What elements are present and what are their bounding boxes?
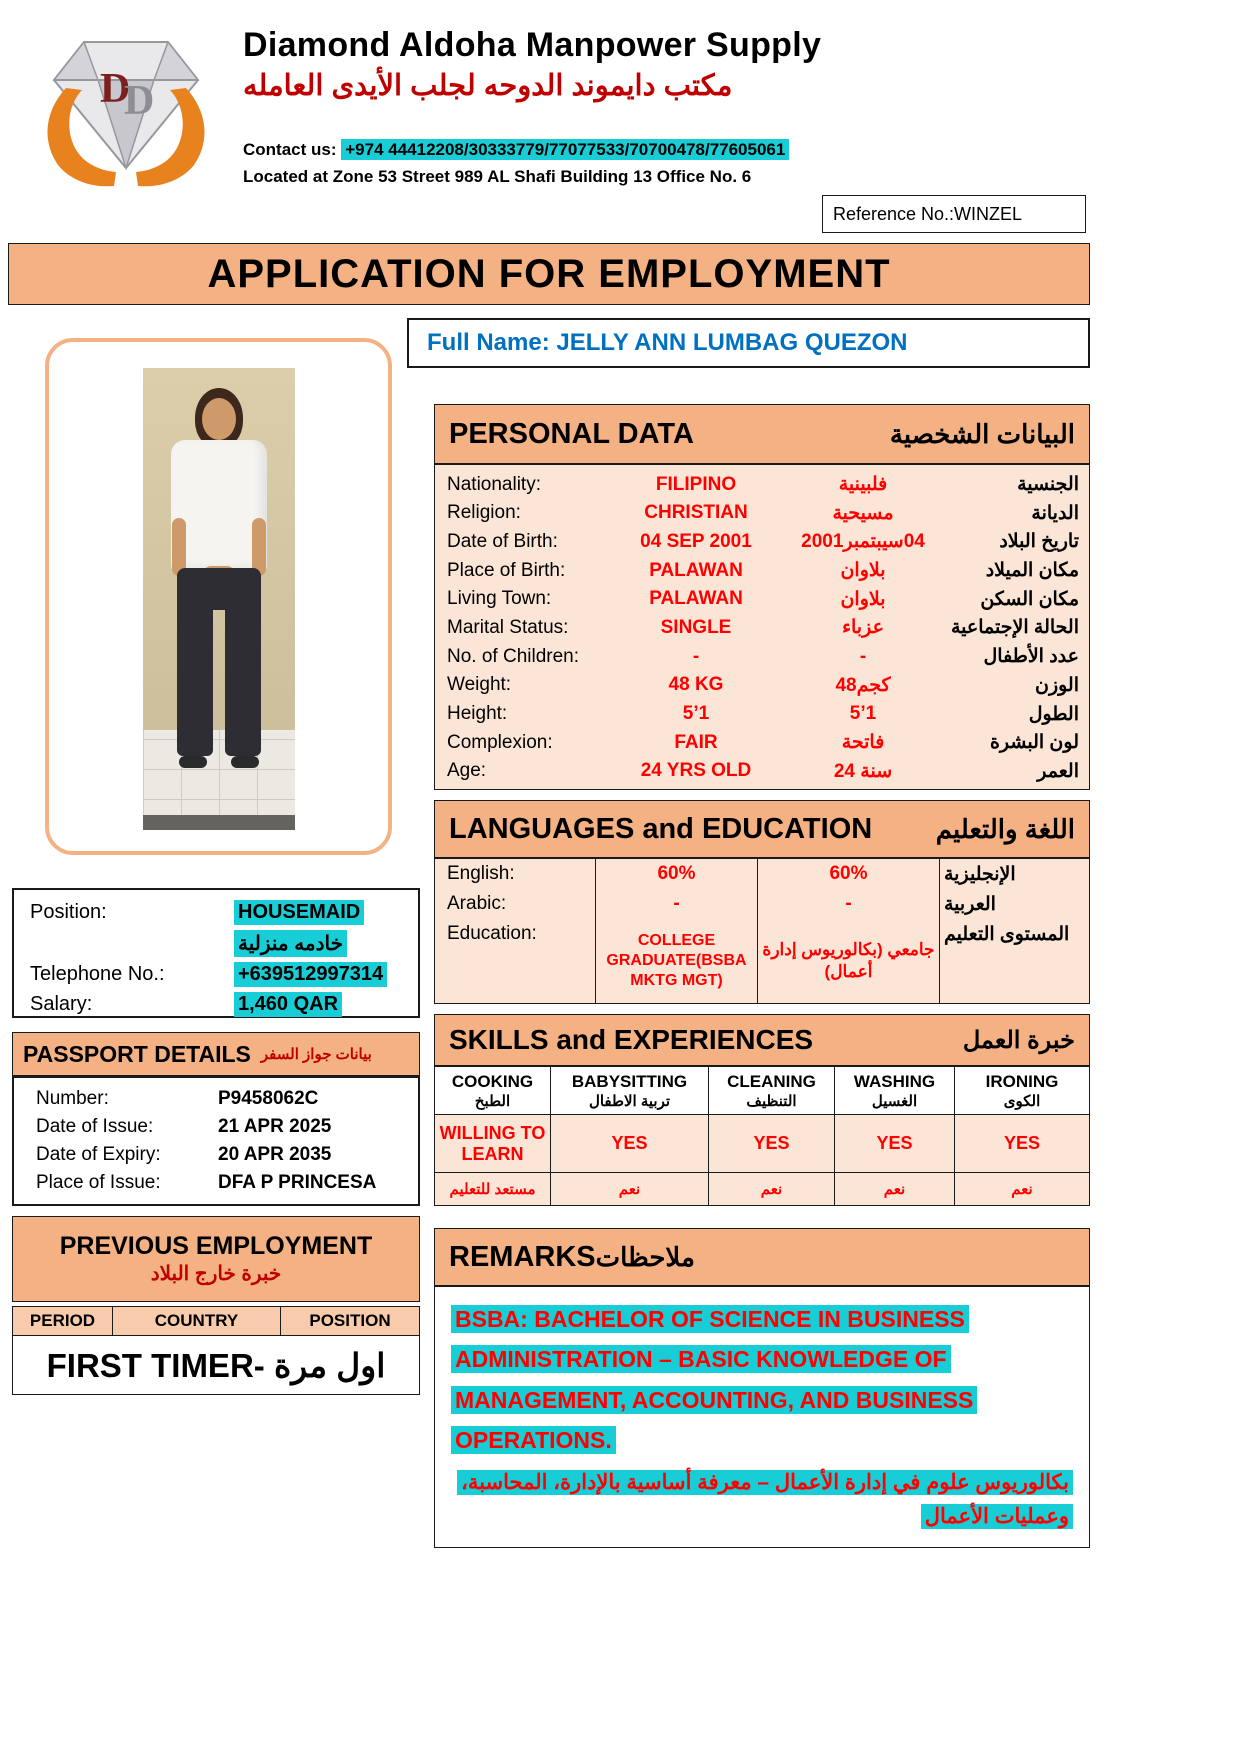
skill-column-header xyxy=(551,1067,709,1115)
remarks-title-arabic: ملاحظات xyxy=(595,1241,695,1272)
passport-details-header xyxy=(12,1032,420,1076)
field-label: Education: xyxy=(447,923,537,944)
telephone-label: Telephone No.: xyxy=(30,963,165,985)
field-value-arabic: - xyxy=(757,889,939,919)
table-row xyxy=(36,1172,418,1194)
skill-value-arabic: نعم xyxy=(835,1173,955,1205)
skill-name-arabic: الغسيل xyxy=(871,1093,918,1110)
column-header-period: PERIOD xyxy=(13,1307,113,1335)
field-label: Marital Status: xyxy=(447,616,569,638)
field-label-arabic: الجنسية xyxy=(1017,474,1079,495)
skill-value: WILLING TO LEARN xyxy=(435,1115,551,1173)
field-value: SINGLE xyxy=(660,616,732,638)
salary-value: 1,460 QAR xyxy=(234,992,342,1017)
salary-row xyxy=(30,992,418,1017)
table-row xyxy=(447,502,1079,525)
skill-name-arabic: الكوى xyxy=(1003,1093,1041,1110)
personal-data-title: PERSONAL DATA xyxy=(449,417,694,450)
table-row xyxy=(447,703,1079,726)
languages-education-header xyxy=(434,800,1090,858)
remarks-text-arabic xyxy=(451,1466,1073,1533)
field-label: Weight: xyxy=(447,674,512,696)
skills-title: SKILLS and EXPERIENCES xyxy=(449,1024,814,1055)
field-label: Date of Birth: xyxy=(447,530,558,552)
photo-person-face xyxy=(202,398,236,440)
field-value: FILIPINO xyxy=(655,473,737,495)
skill-value: YES xyxy=(551,1115,709,1173)
languages-education-table xyxy=(434,858,1090,1004)
applicant-photo-frame xyxy=(45,338,392,855)
field-value-arabic: مسيحية xyxy=(832,502,894,524)
field-label: Living Town: xyxy=(447,588,552,610)
table-row xyxy=(36,1144,418,1166)
company-logo xyxy=(36,26,216,190)
previous-employment-header xyxy=(12,1216,420,1302)
field-value-arabic: فاتحة xyxy=(841,732,885,754)
skill-name-arabic: الطبخ xyxy=(474,1093,511,1110)
table-row xyxy=(447,645,1079,668)
photo-person-leg-left xyxy=(177,598,213,756)
field-label: Number: xyxy=(36,1088,109,1109)
contact-label: Contact us: xyxy=(243,140,337,159)
field-value: DFA P PRINCESA xyxy=(218,1172,377,1193)
full-name-bar xyxy=(407,318,1090,368)
position-label: Position: xyxy=(30,901,107,923)
field-label: Place of Birth: xyxy=(447,559,566,581)
skill-name: WASHING xyxy=(853,1072,936,1091)
field-value-arabic: 48كجم xyxy=(835,674,891,696)
field-value: COLLEGE GRADUATE(BSBA MKTG MGT) xyxy=(595,919,757,1003)
field-value-arabic: - xyxy=(859,645,867,667)
skill-value-arabic: نعم xyxy=(709,1173,835,1205)
skill-name: CLEANING xyxy=(727,1072,816,1091)
contact-numbers: +974 44412208/30333779/77077533/70700478/77605061 xyxy=(341,139,789,160)
address-line: Located at Zone 53 Street 989 AL Shafi Building 13 Office No. 6 xyxy=(243,167,752,186)
field-value: 60% xyxy=(595,859,757,889)
table-row xyxy=(447,616,1079,639)
field-value: P9458062C xyxy=(218,1088,319,1109)
remarks-highlight-en: BSBA: BACHELOR OF SCIENCE IN BUSINESS ADMINISTRATION – BASIC KNOWLEDGE OF MANAGEMENT, ACCOUNTING, AND BUSINESS OPERATIONS. xyxy=(451,1305,977,1454)
field-label-arabic: الحالة الإجتماعية xyxy=(951,617,1079,639)
skill-value-arabic: مستعد للتعليم xyxy=(435,1173,551,1205)
photo-person-foot-left xyxy=(179,756,207,768)
field-value: - xyxy=(692,645,700,667)
field-value-arabic: بلاوان xyxy=(840,560,886,582)
application-title-banner xyxy=(8,243,1090,305)
application-title: APPLICATION FOR EMPLOYMENT xyxy=(207,251,891,296)
field-label-arabic: العمر xyxy=(1037,760,1079,782)
remarks-highlight-ar: بكالوريوس علوم في إدارة الأعمال – معرفة أساسية بالإدارة، المحاسبة، وعمليات الأعمال xyxy=(457,1470,1073,1529)
skill-column-header xyxy=(709,1067,835,1115)
telephone-row xyxy=(30,962,418,987)
skill-value: YES xyxy=(835,1115,955,1173)
skill-value-arabic: نعم xyxy=(1011,1181,1033,1198)
position-arabic-row xyxy=(30,930,418,957)
table-row xyxy=(447,530,1079,553)
field-label: Place of Issue: xyxy=(36,1172,161,1193)
logo-letter-d: D xyxy=(100,66,131,112)
table-row xyxy=(447,731,1079,754)
skill-column-header xyxy=(955,1067,1089,1115)
field-label: Religion: xyxy=(447,502,521,524)
personal-data-header xyxy=(434,404,1090,464)
field-label-arabic: المستوى التعليم xyxy=(939,919,1089,1003)
table-row xyxy=(447,760,1079,783)
field-value-arabic: فلبينية xyxy=(838,474,888,495)
field-value: 48 KG xyxy=(668,674,724,696)
skill-name: IRONING xyxy=(985,1072,1059,1091)
logo-letter-d-shadow: D xyxy=(124,78,155,124)
previous-employment-title-arabic: خبرة خارج البلاد xyxy=(150,1263,282,1285)
skill-name-arabic: التنظيف xyxy=(746,1093,797,1110)
languages-education-title-arabic: اللغة والتعليم xyxy=(935,813,1075,844)
table-row xyxy=(447,559,1079,582)
field-value-arabic: 24 سنة xyxy=(833,760,893,782)
salary-label: Salary: xyxy=(30,993,93,1015)
diamond-hands-logo-icon xyxy=(36,26,216,190)
field-label-arabic: الطول xyxy=(1028,703,1079,725)
field-value: 21 APR 2025 xyxy=(218,1116,332,1137)
field-label: Date of Issue: xyxy=(36,1116,154,1137)
table-row xyxy=(447,473,1079,496)
field-label: No. of Children: xyxy=(447,645,580,667)
field-label-arabic: لون البشرة xyxy=(989,732,1079,754)
field-value: CHRISTIAN xyxy=(644,502,748,524)
field-label: Arabic: xyxy=(447,893,507,914)
skill-column-header xyxy=(435,1067,551,1115)
passport-details-box xyxy=(12,1076,420,1206)
field-label-arabic: الوزن xyxy=(1034,674,1079,696)
skills-header xyxy=(434,1014,1090,1066)
field-label: Height: xyxy=(447,703,508,724)
first-timer-text: FIRST TIMER- اول مرة xyxy=(46,1346,386,1384)
photo-person-leg-right xyxy=(225,598,261,756)
field-value: - xyxy=(595,889,757,919)
field-value: FAIR xyxy=(674,731,718,753)
languages-education-title: LANGUAGES and EDUCATION xyxy=(449,812,873,845)
field-value-arabic: جامعي (بكالوريوس إدارة أعمال) xyxy=(757,919,939,1003)
field-label-arabic: مكان الميلاد xyxy=(985,560,1079,582)
field-label-arabic: العربية xyxy=(939,889,1089,919)
remarks-title: REMARKS xyxy=(449,1240,596,1273)
photo-floor-mat xyxy=(143,815,295,830)
field-value-arabic: عزباء xyxy=(842,617,884,639)
skill-name: BABYSITTING xyxy=(571,1072,688,1091)
field-value: 04 SEP 2001 xyxy=(640,530,752,552)
table-row xyxy=(36,1116,418,1138)
skill-value: YES xyxy=(955,1115,1089,1173)
remarks-box xyxy=(434,1286,1090,1548)
field-value: PALAWAN xyxy=(649,588,743,610)
company-name-arabic: مكتب دايموند الدوحه لجلب الأيدى العامله xyxy=(243,70,733,102)
field-label-arabic: عدد الأطفال xyxy=(983,646,1079,668)
field-label-arabic: مكان السكن xyxy=(980,588,1079,610)
column-header-country: COUNTRY xyxy=(113,1307,281,1335)
passport-details-title-arabic: بيانات جواز السفر xyxy=(260,1046,372,1063)
field-value: 20 APR 2035 xyxy=(218,1144,332,1165)
column-header-position: POSITION xyxy=(309,1311,391,1330)
skill-column-header xyxy=(835,1067,955,1115)
table-row xyxy=(447,674,1079,697)
field-value: 24 YRS OLD xyxy=(640,760,752,782)
field-label-arabic: تاريخ البلاد xyxy=(999,531,1079,553)
field-value-arabic: 04سيبتمبر2001 xyxy=(801,531,925,553)
reference-number: Reference No.:WINZEL xyxy=(833,203,1023,224)
position-value-arabic: خادمه منزلية xyxy=(234,930,347,957)
field-value-arabic: 5’1 xyxy=(849,703,877,724)
passport-details-title: PASSPORT DETAILS xyxy=(23,1040,251,1067)
personal-data-table xyxy=(434,464,1090,790)
skill-name-arabic: تربية الاطفال xyxy=(588,1093,671,1110)
position-value: HOUSEMAID xyxy=(234,900,364,925)
applicant-photo xyxy=(143,368,295,830)
reference-number-box xyxy=(822,195,1086,233)
skills-table xyxy=(434,1066,1090,1206)
previous-employment-table xyxy=(12,1306,420,1395)
field-label: Age: xyxy=(447,760,487,782)
field-label: Complexion: xyxy=(447,731,553,753)
field-value: PALAWAN xyxy=(649,559,743,581)
field-label-arabic: الديانة xyxy=(1031,502,1079,524)
remarks-text-english xyxy=(451,1299,991,1460)
skill-name: COOKING xyxy=(451,1072,534,1091)
photo-person-foot-right xyxy=(231,756,259,768)
skill-value-arabic: نعم xyxy=(551,1173,709,1205)
field-value-arabic: بلاوان xyxy=(840,588,886,610)
telephone-value: +639512997314 xyxy=(234,962,387,987)
table-row xyxy=(447,588,1079,611)
field-label: Date of Expiry: xyxy=(36,1144,161,1165)
previous-employment-title: PREVIOUS EMPLOYMENT xyxy=(59,1232,373,1260)
company-name: Diamond Aldoha Manpower Supply xyxy=(243,26,822,64)
contact-line xyxy=(243,140,789,160)
remarks-header xyxy=(434,1228,1090,1286)
field-label-arabic: الإنجليزية xyxy=(939,859,1089,889)
field-label: Nationality: xyxy=(447,473,541,495)
full-name-text: Full Name: JELLY ANN LUMBAG QUEZON xyxy=(427,329,908,356)
table-row xyxy=(36,1088,418,1110)
personal-data-title-arabic: البيانات الشخصية xyxy=(889,418,1075,449)
previous-employment-columns xyxy=(13,1307,419,1336)
field-value: 5’1 xyxy=(682,703,710,724)
field-value-arabic: 60% xyxy=(757,859,939,889)
field-label: English: xyxy=(447,863,515,884)
position-row xyxy=(30,900,418,925)
position-info-box xyxy=(12,888,420,1018)
skills-title-arabic: خبرة العمل xyxy=(962,1026,1075,1054)
first-timer-row xyxy=(13,1336,419,1394)
skill-value: YES xyxy=(709,1115,835,1173)
